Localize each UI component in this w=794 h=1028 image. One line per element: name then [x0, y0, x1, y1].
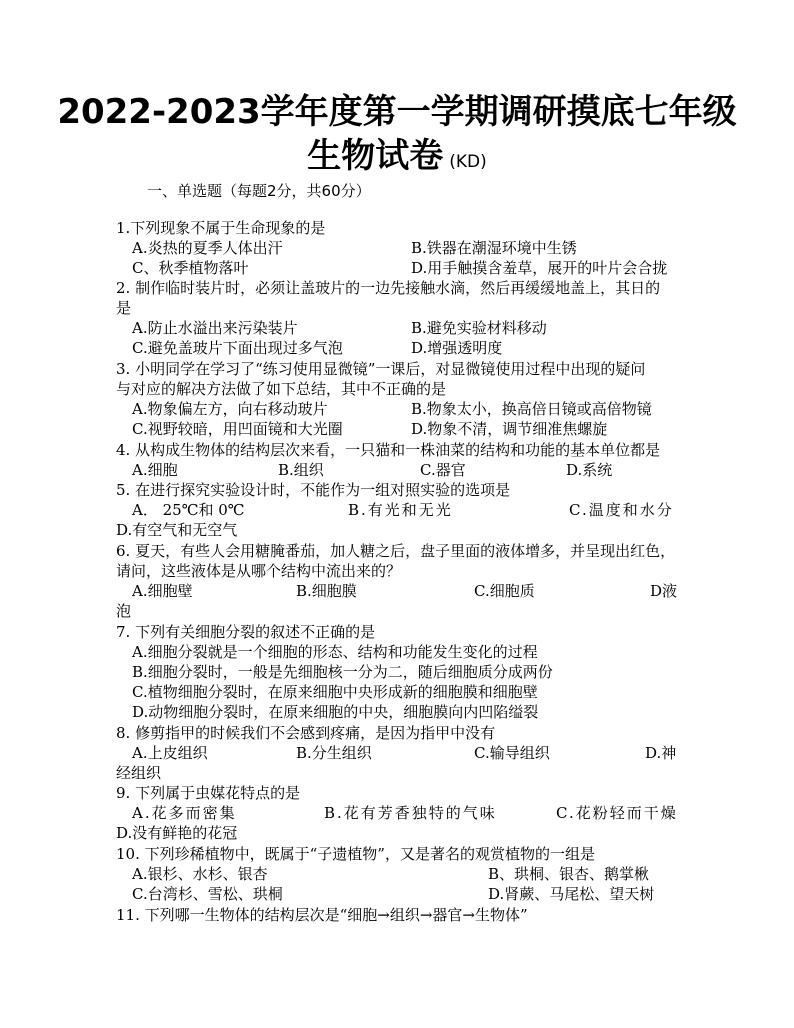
- option-3c: C.视野较暗，用凹面镜和大光圈: [132, 420, 343, 438]
- option-9c: C.花粉轻而干燥: [556, 804, 678, 822]
- option-2a: A.防止水溢出来污染装片: [132, 319, 298, 337]
- option-8b: B.分生组织: [296, 744, 372, 762]
- option-10c: C.台湾杉、雪松、珙桐: [132, 885, 283, 903]
- option-4a: A.细胞: [132, 461, 178, 479]
- option-5c: C.温度和水分: [569, 501, 674, 519]
- option-1b: B.铁器在潮湿环境中生锈: [411, 239, 577, 257]
- option-3d: D.物象不清，调节细准焦螺旋: [411, 420, 608, 438]
- question-6: 6. 夏天，有些人会用糖腌番茄，加人糖之后，盘子里面的液体增多，并呈现出红色，: [116, 542, 676, 560]
- option-10d: D.肾蕨、马尾松、望天树: [488, 885, 655, 903]
- question-6-cont: 请问，这些液体是从哪个结构中流出来的？: [116, 562, 402, 580]
- option-2c: C.避免盖玻片下面出现过多气泡: [132, 339, 343, 357]
- option-2b: B.避免实验材料移动: [411, 319, 547, 337]
- option-5a: A． 25℃和 0℃: [132, 501, 245, 519]
- question-2-cont: 是: [116, 299, 132, 317]
- question-2: 2. 制作临时装片时，必须让盖玻片的一边先接触水滴，然后再缓缓地盖上，其日的: [116, 279, 661, 297]
- exam-subtitle: [0, 134, 794, 184]
- option-6c: C.细胞质: [474, 582, 535, 600]
- option-6b: B.细胞膜: [296, 582, 357, 600]
- question-5: 5. 在进行探究实验设计时，不能作为一组对照实验的选项是: [116, 481, 511, 499]
- subtitle-text: 生物试卷: [307, 136, 444, 176]
- option-1d: D.用手触摸含羞草，展开的叶片会合拢: [411, 259, 668, 277]
- option-8d: D.神: [645, 744, 677, 762]
- option-10b: B、珙桐、银杏、鹅掌楸: [488, 865, 650, 883]
- option-5b: B.有光和无光: [348, 501, 453, 519]
- question-9: 9. 下列属于虫媒花特点的是: [116, 784, 301, 802]
- option-1a: A.炎热的夏季人体出汗: [132, 239, 283, 257]
- option-7a: A.细胞分裂就是一个细胞的形态、结构和功能发生变化的过程: [132, 643, 538, 661]
- question-11: 11. 下列哪一生物体的结构层次是“细胞→组织→器官→生物体”: [116, 906, 528, 924]
- option-5d: D.有空气和无空气: [116, 521, 238, 539]
- option-7c: C.植物细胞分裂时，在原来细胞中央形成新的细胞膜和细胞壁: [132, 683, 538, 701]
- option-1c: C、秋季植物落叶: [132, 259, 249, 277]
- option-4b: B.组织: [278, 461, 324, 479]
- question-8: 8. 修剪指甲的时候我们不会感到疼痛，是因为指甲中没有: [116, 724, 496, 742]
- subtitle-code: (KD): [449, 152, 487, 172]
- option-4d: D.系统: [566, 461, 613, 479]
- question-7: 7. 下列有关细胞分裂的叙述不正确的是: [116, 623, 376, 641]
- section-heading: 一、单选题（每题2分，共60分）: [147, 182, 371, 200]
- question-3: 3. 小明同学在学习了“练习使用显微镜”一课后，对显微镜使用过程中出现的疑问: [116, 360, 646, 378]
- option-6a: A.细胞壁: [132, 582, 193, 600]
- option-3a: A.物象偏左方，向右移动玻片: [132, 400, 328, 418]
- option-8d-cont: 经组织: [116, 764, 162, 782]
- question-4: 4. 从构成生物体的结构层次来看，一只猫和一株油菜的结构和功能的基本单位都是: [116, 441, 661, 459]
- question-3-cont: 与对应的解决方法做了如下总结，其中不正确的是: [116, 380, 447, 398]
- option-9a: A.花多而密集: [132, 804, 237, 822]
- option-10a: A.银杉、水杉、银杏: [132, 865, 268, 883]
- option-3b: B.物象太小，换高倍日镜或高倍物镜: [411, 400, 652, 418]
- option-6d: D液: [650, 582, 678, 600]
- question-10: 10. 下列珍稀植物中，既属于“子遗植物”，又是著名的观赏植物的一组是: [116, 845, 595, 863]
- option-9d: D.没有鲜艳的花冠: [116, 824, 238, 842]
- option-4c: C.器官: [420, 461, 466, 479]
- option-8c: C.输导组织: [474, 744, 550, 762]
- option-8a: A.上皮组织: [132, 744, 208, 762]
- option-6d-cont: 泡: [116, 602, 132, 620]
- option-7d: D.动物细胞分裂时，在原来细胞的中央，细胞膜向内凹陷缢裂: [132, 703, 539, 721]
- question-1: 1.下列现象不属于生命现象的是: [116, 219, 326, 237]
- option-2d: D.增强透明度: [411, 339, 503, 357]
- option-7b: B.细胞分裂时，一般是先细胞核一分为二，随后细胞质分成两份: [132, 663, 553, 681]
- option-9b: B.花有芳香独特的气味: [324, 804, 497, 822]
- exam-title: 2022-2023学年度第一学期调研摸底七年级: [57, 92, 737, 132]
